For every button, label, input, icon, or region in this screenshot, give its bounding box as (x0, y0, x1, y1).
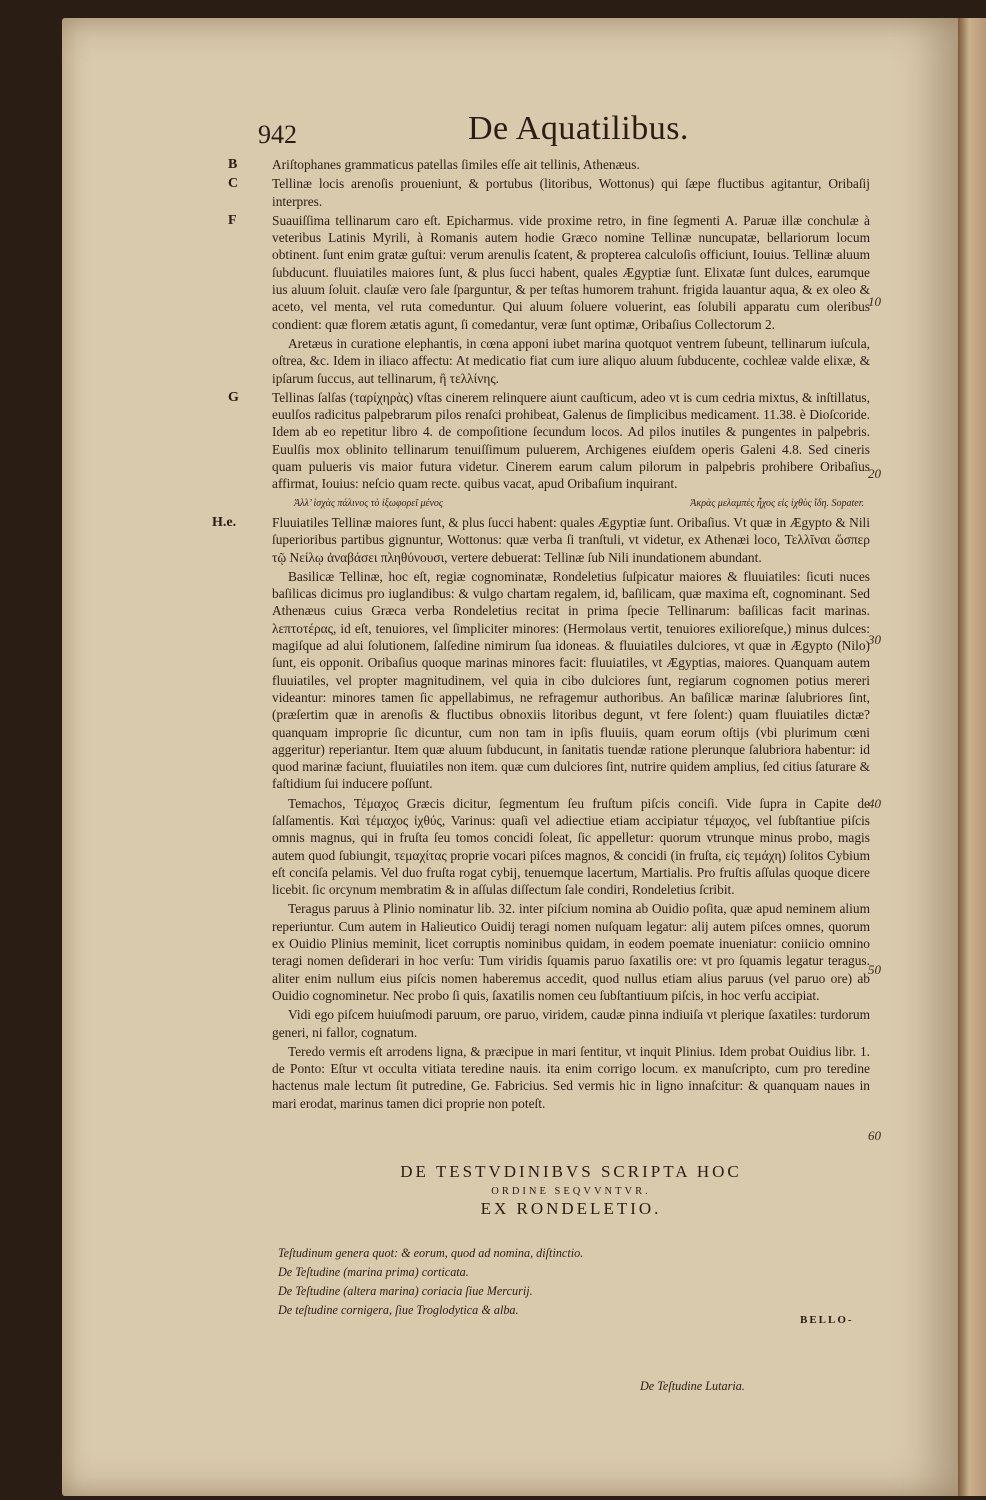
paragraph-f (228, 212, 870, 333)
paragraph-text: Suauiſſima tellinarum caro eſt. Epicharmus. vide proxime retro, in fine ſegmenti A. Paruæ illæ conchulæ à veteribus Latinis Myrili, à Romanis autem hodie Græco nomine Tellinæ nuncupatæ, bellariorum locum obtinent. ſunt enim gratæ guſtui: verum arenulis ſcatent, & propterea calculoſis officiunt, Iouius. Tellinæ aluum ſubducunt. fluuiatiles maiores ſunt, & plus ſucci habent, quales Ægyptiæ ſunt. Elixatæ ſunt dulces, earumque ius aluum ſoluit. clauſæ vero ſale ſparguntur, & per teſtas humorem trahunt. frigida lauantur aqua, & ex oleo & aceto, vel menta, vel ruta comeduntur. Qui aluum ſoluere voluerint, eas ſolubili apparatu cum oleribus condient: quæ florem ætatis agunt, ſi comedantur, veræ ſunt optimæ, Oribaſius Collectorum 2. (272, 212, 870, 332)
paragraph-aretaeus (272, 335, 870, 387)
section-heading (272, 1162, 870, 1219)
margin-line-number: 30 (868, 632, 881, 647)
paragraph-text: Aretæus in curatione elephantis, in cœna apponi iubet marina quotquot ventrem ſubeunt, tellinarum iuſcula, oſtrea, &c. Idem in iliaco affectu: At medicatio fiat cum iure aliquo aluum ſubducente, cochleæ valde elixæ, & ipſarum ſuccus, aut tellinarum, ἢ τελλίνης. (272, 335, 870, 386)
paragraph-he (212, 514, 870, 566)
paragraph-b (228, 156, 870, 173)
paragraph-temachos (272, 795, 870, 899)
margin-line-number: 20 (868, 466, 881, 481)
paragraph-teredo (272, 1043, 870, 1112)
contents-list (278, 1244, 878, 1393)
paragraph-text: Ariſtophanes grammaticus patellas ſimiles eſſe ait tellinis, Athenæus. (272, 157, 640, 172)
margin-marker: F (228, 212, 237, 228)
paragraph-c (228, 175, 870, 210)
contents-item: De teſtudine cornigera, ſiue Troglodytica & alba. (278, 1303, 519, 1317)
page-number: 942 (258, 120, 297, 149)
facing-page-edge (958, 18, 986, 1496)
margin-line-number: 10 (868, 294, 881, 309)
contents-item: De Teſtudine (marina prima) corticata. (278, 1265, 469, 1279)
greek-verse-right: Ἀκρὰς μελαμπὲς ἦχος εἰς ἰχθὺς ἴδη. Sopater. (690, 497, 864, 509)
paragraph-vidi (272, 1006, 870, 1041)
margin-marker: B (228, 157, 238, 172)
contents-item: Teſtudinum genera quot: & eorum, quod ad nomina, diſtinctio. (278, 1246, 584, 1260)
margin-marker: C (228, 176, 239, 192)
paragraph-teragus (272, 900, 870, 1004)
page-header (258, 108, 898, 154)
paragraph-text: Basilicæ Tellinæ, hoc eſt, regiæ cognominatæ, Rondeletius ſuſpicatur maiores & fluuiatiles: ſicuti nuces baſilicas dicimus pro iuglandibus: & vulgo chartam regalem, id, baſilicam, quæ maxima eſt, cognominant. Sed Athenæus cuius Græca verba Rondeletius recitat in prima ſpecie Tellinarum: baſilicas facit marinas. λεπτοτέρας, id eſt, tenuiores, vel ſimpliciter minores: (Hermolaus vertit, tenuiores exilioreſque,) minus dulces: magiſque ad alui ſolutionem, ſalſedine nimirum ſua idoneas. & fluuiatiles dulciores, vt quæ in Ægypto (Nilo) ſunt, eis opponit. Oribaſius quoque marinas minores facit: fluuiatiles, vt Ægyptias, maiores. Quanquam autem fluuiatiles, vel propter magnitudinem, vel quia in cibo dulciores ſunt, regiarum cognomen potius mereri videantur: minores tamen ſic appellabimus, ne refragemur authoribus. An baſilicæ marinæ ſalubriores ſint, (præſertim quæ in arenoſis & fluctibus obnoxiis litoribus degunt, vt fere ſolent:) quam fluuiatiles dictæ? quanquam improprie ſic dicuntur, cum non tam in ipſis fluuiis, quam eorum oſtijs (vbi plurimum cœni aggeritur) reperiantur. Item quæ aluum ſubducunt, in ſanitatis tuendæ ratione plerunque ſalubriora habentur: id quod marinæ faciunt, fluuiatiles non item. quæ cum dulciores ſint, nutrire quidem amplius, ſed citius ſaturare & faſtidium ſui inducere poſſunt. (272, 568, 870, 792)
greek-verse (272, 495, 870, 512)
margin-marker: G (228, 389, 239, 405)
margin-line-number: 50 (868, 962, 881, 977)
contents-item-right: De Teſtudine Lutaria. (640, 1379, 745, 1393)
paragraph-text: Vidi ego piſcem huiuſmodi paruum, ore paruo, viridem, caudæ pinna indiuiſa vt plerique ſaxatiles: turdorum generi, ni fallor, cognatum. (272, 1007, 870, 1040)
greek-verse-left: Ἀλλ’ ἰσχὰς πάλινος τὸ ἰξωφορεῖ μένος (294, 497, 443, 509)
catchword: BELLO- (800, 1314, 854, 1326)
margin-marker: H.e. (212, 514, 237, 530)
section-heading-line1: DE TESTVDINIBVS SCRIPTA HOC (400, 1162, 742, 1181)
paragraph-text: Teragus paruus à Plinio nominatur lib. 32. inter piſcium nomina ab Ouidio poſita, quæ apud neminem alium reperiuntur. Cum autem in Halieutico Ouidij teragi nomen nuſquam legatur: alij autem piſces omnes, quorum ex Ouidio Plinius meminit, licet corruptis nominibus quidam, in eodem poemate inueniatur: coniicio omnino teragi nomen deſiderari in hoc verſu: Tum viridis ſquamis paruo ſaxatilis ore: vt pro ſquamis legatur teragus. aliter enim nullum eius piſcis nomen haberemus accedit, quod nullus etiam alius paruus (vel paruo ore) ab Ouidio cognominetur. Nec probo ſi quis, ſaxatilis nomen ceu ſubſtantiuum piſcis, in hoc verſu accipiat. (272, 901, 870, 1003)
main-text (212, 156, 870, 1114)
paragraph-text: Temachos, Τέμαχος Græcis dicitur, ſegmentum ſeu fruſtum piſcis conciſi. Vide ſupra in Capite de ſalſamentis. Καὶ τέμαχος ἰχθύς, Varinus: quaſi vel adiectiue etiam accipiatur τέμαχος, vel ſubſtantiue piſcis omnis magnus, qui in fruſta ſeu tomos concidi ſoleat, ſic appelletur: quorum vtrunque minus probo, magis autem quod ſubiungit, τεμαχίτας proprie vocari piſces magnos, & concidi (in fruſta, εἰς τεμάχη) ſolitos Cybium eſt conciſa pelamis. Vel duo fruſta rogat cybij, tenuemque lacertum, Martialis. Pro fruſtis aſſulas quoque dicere licebit. ſic orcynum membratim & in aſſulas diſſectum ſale condiri, Rondeletius ſcribit. (272, 795, 870, 898)
paragraph-text: Fluuiatiles Tellinæ maiores ſunt, & plus ſucci habent: quales Ægyptiæ ſunt. Oribaſius. Vt quæ in Ægypto & Nili ſuperioribus partibus gignuntur, Wottonus: quæ verba ſi tranſtuli, vt videtur, ex Athenæi loco, Τελλῖναι ὥσπερ τῷ Νείλῳ ἀναβάσει πληθύνουσι, vertere debuerat: Tellinæ ſub Nili inundationem abundant. (272, 514, 870, 565)
paragraph-text: Tellinæ locis arenoſis proueniunt, & portubus (litoribus, Wottonus) qui ſæpe fluctibus agitantur, Oribaſij interpres. (272, 176, 870, 209)
section-heading-line3: EX RONDELETIO. (480, 1199, 662, 1218)
paragraph-g (228, 389, 870, 493)
margin-line-number: 40 (868, 796, 881, 811)
running-title: De Aquatilibus. (468, 110, 689, 147)
contents-item: De Teſtudine (altera marina) coriacia ſiue Mercurij. (278, 1284, 533, 1298)
section-heading-line2: ORDINE SEQVVNTVR. (491, 1186, 651, 1197)
paragraph-basilicae (272, 568, 870, 793)
margin-line-number: 60 (868, 1128, 881, 1143)
paragraph-text: Tellinas ſalſas (ταρίχηρὰς) vſtas cinerem relinquere aiunt cauſticum, adeo vt is cum cedria mixtus, & inſtillatus, euulſos radicitus palpebrarum pilos renaſci prohibeat, Galenus de ſimplicibus medicament. 11.38. è Dioſcoride. Idem ab eo repetitur libro 4. de compoſitione ſecundum locos. Ad pilos inutiles & pungentes in palpebris. Euulſis mox oblinito tellinarum tenuiſſimum puluerem, Archigenes eiuſdem operis Galeni 4.8. Sed cineris quam pulueris vis maior futura videtur. Cinerem earum calum pilorum in palpebris prohibere Oribaſius affirmat, Iouius: neſcio quam recte. quibus vacat, apud Oribaſium inquirant. (272, 389, 870, 492)
paragraph-text: Teredo vermis eſt arrodens ligna, & præcipue in mari ſentitur, vt inquit Plinius. Idem probat Ouidius libr. 1. de Ponto: Eſtur vt occulta vitiata teredine nauis. ita enim corrigo locum. ex manuſcripto, cum pro teredine hactenus male lectum ſit putredine, Ge. Fabricius. Sed vermis hic in ligno innaſcitur: & quanquam naues in mari erodat, marinus tamen dici proprie non poteſt. (272, 1043, 870, 1111)
